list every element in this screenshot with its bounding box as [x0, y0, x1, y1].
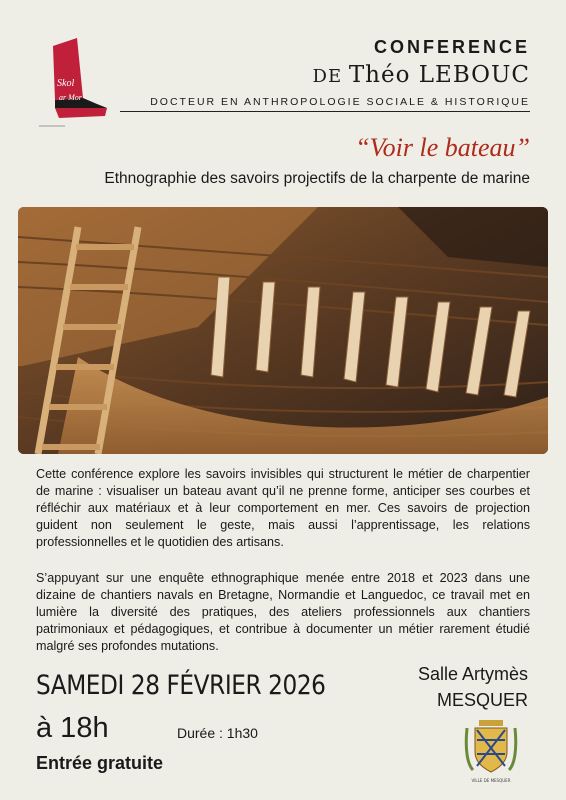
- event-time: à 18h: [36, 712, 109, 744]
- description-paragraph-1: Cette conférence explore les savoirs invisibles qui structurent le métier de charpentier de marine : visualiser un bateau avant qu’il ne prenne forme, anticiper ses courbes et réfléchir aux matériaux et à leur comportement en mer. Ces savoirs de projection guident non seulement le geste, mais aussi l’apprentissage, les relations professionnelles et le quotidien des artisans.: [36, 467, 530, 549]
- header-divider: [120, 111, 530, 112]
- description-paragraph-2: S’appuyant sur une enquête ethnographique menée entre 2018 et 2023 dans une dizaine de chantiers navals en Bretagne, Normandie et Languedoc, ce travail met en lumière la diversité des pratiques, des ateliers professionnels aux chantiers patrimoniaux et pédagogiques, et contribue à documenter un métier rarement étudié malgré ses profondes mutations.: [36, 571, 530, 653]
- speaker-last-name: LEBOUC: [418, 62, 530, 88]
- speaker-role: DOCTEUR EN ANTHROPOLOGIE SOCIALE & HISTORIQUE: [150, 96, 530, 108]
- skol-ar-mor-logo: [35, 38, 115, 130]
- speaker-name: [313, 62, 530, 88]
- mesquer-coat-of-arms: [463, 718, 519, 784]
- talk-title: “Voir le bateau”: [355, 133, 530, 162]
- speaker-prefix: DE: [312, 66, 349, 87]
- venue-name: Salle Artymès: [417, 664, 528, 684]
- logo-line2: ar Mor: [59, 93, 82, 102]
- logo-line1: Skol: [57, 78, 75, 89]
- event-date: SAMEDI 28 FÉVRIER 2026: [36, 670, 326, 701]
- speaker-first-name: Théo: [348, 62, 411, 88]
- conference-title: CONFERENCE: [373, 37, 530, 57]
- entry-price: Entrée gratuite: [36, 753, 164, 773]
- event-duration: Durée : 1h30: [177, 725, 258, 741]
- talk-subtitle: Ethnographie des savoirs projectifs de la charpente de marine: [104, 170, 530, 187]
- venue-city: MESQUER: [436, 690, 528, 710]
- boat-hull-photo: [18, 207, 548, 454]
- coat-caption: VILLE DE MESQUER: [471, 778, 511, 783]
